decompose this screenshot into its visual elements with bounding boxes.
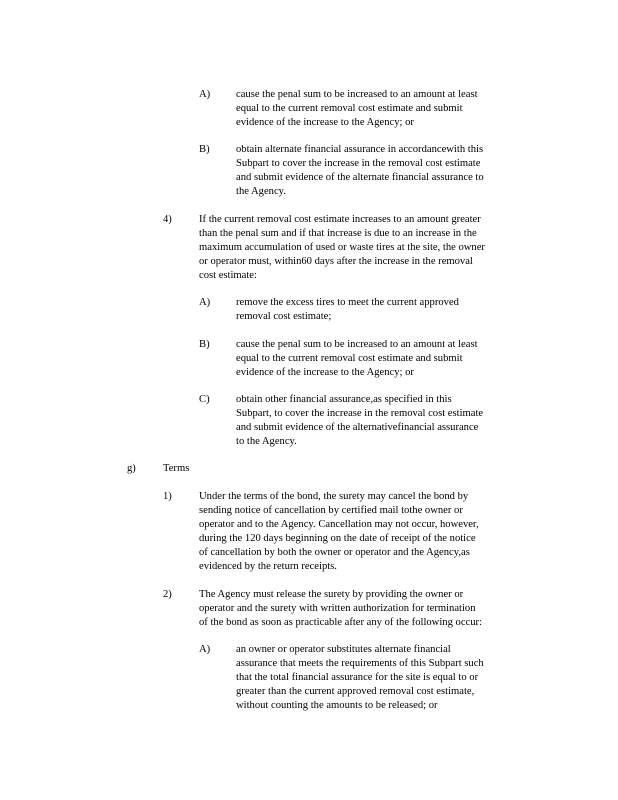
text-line: assurance that meets the requirements of this Subpart such bbox=[236, 658, 484, 669]
text-line: evidence of the increase to the Agency; or bbox=[236, 117, 414, 128]
item4-sub-c-text bbox=[236, 393, 511, 449]
item4-sub-a-text bbox=[236, 296, 486, 324]
text-line: maximum accumulation of used or waste tires at the site, the owner bbox=[199, 242, 485, 253]
text-line: operator and the surety with written authorization for termination bbox=[199, 603, 476, 614]
section-g-label: g) bbox=[127, 463, 136, 474]
section-g-heading: Terms bbox=[163, 463, 190, 474]
item4-sub-a-label: A) bbox=[199, 297, 211, 308]
text-line: than the penal sum and if that increase is due to an increase in the bbox=[199, 228, 477, 239]
text-line: an owner or operator substitutes alternate financial bbox=[236, 644, 451, 655]
item3-sub-b-text bbox=[236, 143, 516, 199]
text-line: equal to the current removal cost estimate and submit bbox=[236, 353, 463, 364]
text-line: Under the terms of the bond, the surety may cancel the bond by bbox=[199, 491, 469, 502]
text-line: without counting the amounts to be released; or bbox=[236, 700, 438, 711]
g-item1-text bbox=[199, 490, 514, 574]
item3-sub-b-label: B) bbox=[199, 144, 210, 155]
text-line: removal cost estimate; bbox=[236, 311, 332, 322]
item3-sub-a-label: A) bbox=[199, 89, 211, 100]
text-line: The Agency must release the surety by providing the owner or bbox=[199, 589, 464, 600]
text-line: of cancellation by both the owner or operator and the Agency,as bbox=[199, 547, 470, 558]
g-item1-label: 1) bbox=[163, 491, 172, 502]
text-line: equal to the current removal cost estimate and submit bbox=[236, 103, 463, 114]
text-line: during the 120 days beginning on the date of receipt of the notice bbox=[199, 533, 476, 544]
g-item2-label: 2) bbox=[163, 589, 172, 600]
text-line: obtain alternate financial assurance in accordancewith this bbox=[236, 144, 484, 155]
text-line: cause the penal sum to be increased to an amount at least bbox=[236, 89, 478, 100]
text-line: cause the penal sum to be increased to an amount at least bbox=[236, 339, 478, 350]
text-line: evidence of the increase to the Agency; or bbox=[236, 367, 414, 378]
text-line: Subpart to cover the increase in the removal cost estimate bbox=[236, 158, 481, 169]
text-line: operator and to the Agency. Cancellation may not occur, however, bbox=[199, 519, 479, 530]
item4-sub-c-label: C) bbox=[199, 394, 210, 405]
item4-label: 4) bbox=[163, 214, 172, 225]
item4-sub-b-label: B) bbox=[199, 339, 210, 350]
text-line: greater than the current approved removal cost estimate, bbox=[236, 686, 475, 697]
text-line: the Agency. bbox=[236, 186, 286, 197]
text-line: or operator must, within60 days after the increase in the removal bbox=[199, 256, 473, 267]
text-line: and submit evidence of the alternate financial assurance to bbox=[236, 172, 484, 183]
item3-sub-a-text bbox=[236, 88, 506, 130]
text-line: evidenced by the return receipts. bbox=[199, 561, 337, 572]
g-item2-text bbox=[199, 588, 517, 630]
text-line: cost estimate: bbox=[199, 270, 257, 281]
text-line: sending notice of cancellation by certified mail tothe owner or bbox=[199, 505, 463, 516]
text-line: If the current removal cost estimate increases to an amount greater bbox=[199, 214, 481, 225]
item4-text bbox=[199, 213, 517, 283]
text-line: obtain other financial assurance,as specified in this bbox=[236, 394, 452, 405]
text-line: of the bond as soon as practicable after any of the following occur: bbox=[199, 617, 482, 628]
text-line: and submit evidence of the alternativefinancial assurance bbox=[236, 422, 479, 433]
item4-sub-b-text bbox=[236, 338, 506, 380]
text-line: Subpart, to cover the increase in the removal cost estimate bbox=[236, 408, 484, 419]
g-item2-sub-a-label: A) bbox=[199, 644, 211, 655]
text-line: that the total financial assurance for the site is equal to or bbox=[236, 672, 479, 683]
g-item2-sub-a-text bbox=[236, 643, 514, 713]
text-line: to the Agency. bbox=[236, 436, 297, 447]
text-line: remove the excess tires to meet the current approved bbox=[236, 297, 459, 308]
